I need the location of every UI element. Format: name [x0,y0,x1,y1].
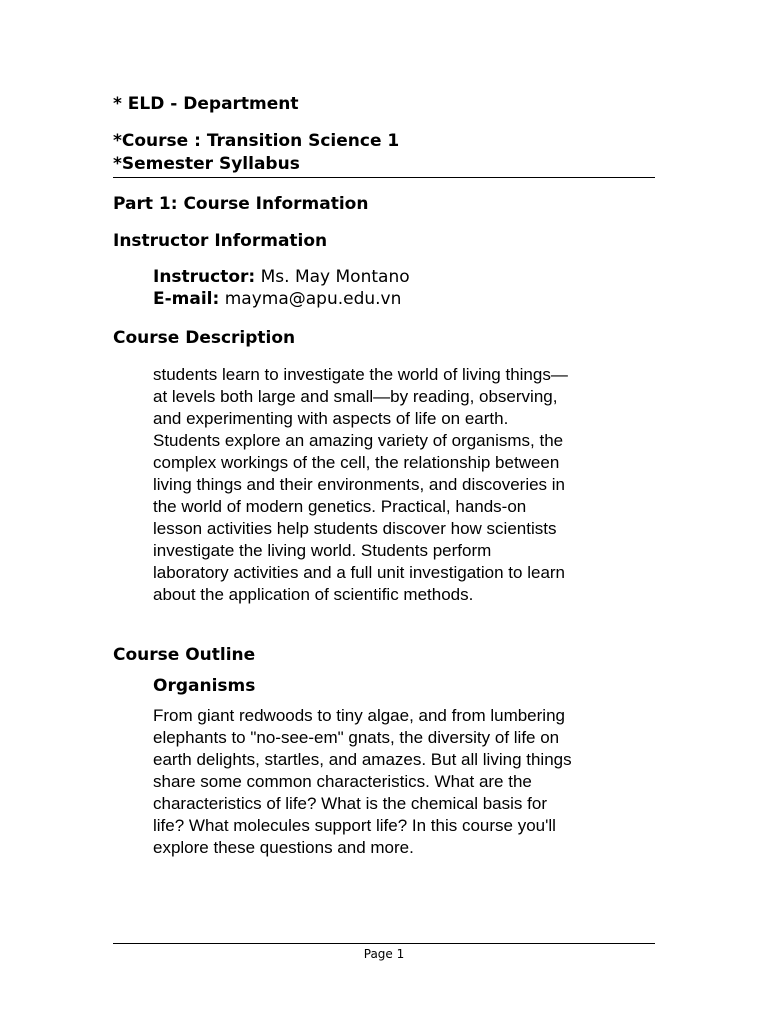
course-outline-title: Course Outline [113,645,256,665]
description-line: the world of modern genetics. Practical, hands-on [153,497,527,516]
outline-line: From giant redwoods to tiny algae, and from lumbering [153,706,565,725]
description-line: lesson activities help students discover how scientists [153,519,557,538]
department-heading: * ELD - Department [113,94,299,114]
description-line: about the application of scientific methods. [153,585,474,604]
part1-title: Part 1: Course Information [113,194,369,214]
email-label: E-mail: [153,289,220,309]
syllabus-heading: *Semester Syllabus [113,154,300,174]
description-line: and experimenting with aspects of life on earth. [153,409,509,428]
email-row [153,288,410,310]
header-divider [113,177,655,178]
description-line: students learn to investigate the world of living things— [153,365,568,384]
outline-line: characteristics of life? What is the chemical basis for [153,794,547,813]
instructor-label: Instructor: [153,267,256,287]
outline-line: share some common characteristics. What are the [153,772,532,791]
description-line: laboratory activities and a full unit investigation to learn [153,563,566,582]
organisms-text [153,705,658,859]
description-line: investigate the living world. Students perform [153,541,492,560]
outline-line: earth delights, startles, and amazes. But all living things [153,750,572,769]
course-heading: *Course : Transition Science 1 [113,131,400,151]
instructor-name: Ms. May Montano [255,267,410,287]
description-line: Students explore an amazing variety of organisms, the [153,431,564,450]
footer-divider [113,943,655,944]
email-address[interactable]: mayma@apu.edu.vn [219,289,402,309]
page-number: Page 1 [363,947,405,961]
description-line: at levels both large and small—by reading, observing, [153,387,558,406]
outline-line: life? What molecules support life? In this course you'll [153,816,556,835]
instructor-info [153,266,410,310]
course-description-text [153,364,658,606]
instructor-row [153,266,410,288]
description-line: living things and their environments, and discoveries in [153,475,566,494]
description-line: complex workings of the cell, the relationship between [153,453,560,472]
outline-line: explore these questions and more. [153,838,414,857]
outline-line: elephants to "no-see-em" gnats, the diversity of life on [153,728,560,747]
instructor-section-title: Instructor Information [113,231,328,251]
organisms-subtitle: Organisms [153,676,256,696]
course-description-title: Course Description [113,328,296,348]
